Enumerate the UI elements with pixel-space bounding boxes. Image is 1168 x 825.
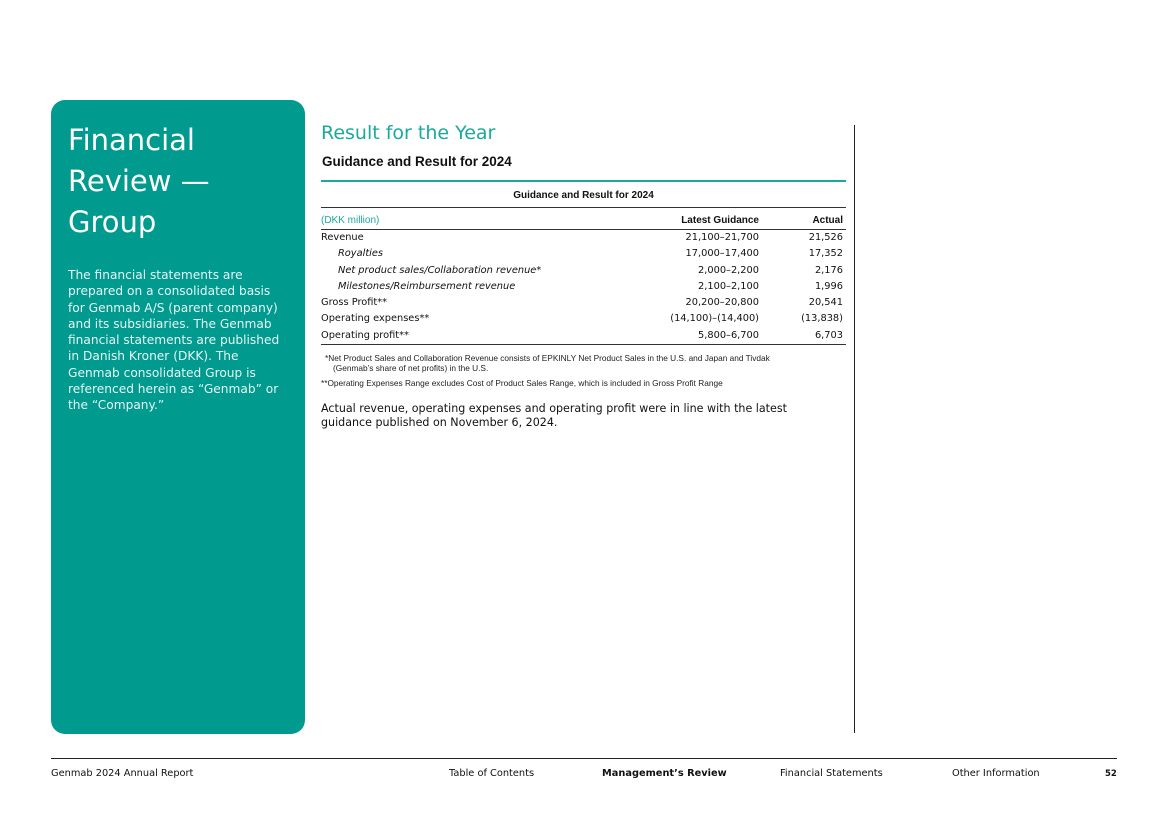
row-guidance: 2,000–2,200	[698, 264, 759, 276]
row-actual: 21,526	[808, 232, 843, 243]
row-label: Gross Profit**	[321, 297, 388, 309]
row-guidance: 5,800–6,700	[647, 328, 763, 345]
nav-link-other-information[interactable]: Other Information	[952, 768, 1040, 779]
row-actual: (13,838)	[801, 313, 843, 325]
row-label: Operating profit**	[321, 328, 647, 345]
row-guidance: 20,200–20,800	[685, 297, 759, 309]
sidebar-title	[68, 120, 287, 243]
row-actual: 1,996	[814, 280, 843, 292]
body-paragraph: Actual revenue, operating expenses and operating profit were in line with the latest guidance published on November 6, 2024.	[321, 402, 787, 429]
row-guidance: 17,000–17,400	[685, 248, 759, 260]
row-actual: 2,176	[814, 264, 843, 276]
footer-divider	[51, 758, 1117, 759]
column-header-guidance: Latest Guidance	[647, 208, 763, 230]
table-header-row	[321, 208, 846, 230]
row-label: Net product sales/Collaboration revenue*	[338, 264, 542, 276]
row-label: Operating expenses**	[321, 313, 430, 325]
footnote-1-line-1: *Net Product Sales and Collaboration Revenue consists of EPKINLY Net Product Sales in the U.S. and Japan and Tivdak	[325, 353, 770, 364]
footer	[0, 768, 1168, 782]
row-guidance: 21,100–21,700	[685, 232, 759, 243]
sidebar-panel	[51, 100, 305, 734]
guidance-table	[321, 182, 846, 345]
table-caption: Guidance and Result for 2024	[321, 182, 846, 208]
sidebar-title-line: Review —	[68, 164, 210, 198]
row-actual: 20,541	[808, 297, 843, 309]
section-title: Result for the Year	[321, 122, 496, 144]
main-content	[321, 121, 846, 429]
row-label: Royalties	[338, 248, 384, 260]
row-guidance: (14,100)–(14,400)	[670, 313, 759, 325]
row-guidance: 2,100–2,100	[698, 280, 759, 292]
row-label: Revenue	[321, 232, 364, 243]
table-row	[321, 230, 846, 247]
footnote-1-line-2: (Genmab’s share of net profits) in the U.S.	[333, 363, 489, 374]
footnote-2: **Operating Expenses Range excludes Cost of Product Sales Range, which is included in Gross Profit Range	[321, 377, 723, 388]
column-divider	[854, 125, 855, 733]
page-number: 52	[1105, 769, 1117, 779]
table-row	[321, 295, 846, 311]
column-header-unit: (DKK million)	[321, 208, 647, 230]
table-row	[321, 279, 846, 295]
table-row	[321, 263, 846, 279]
row-actual: 6,703	[762, 328, 846, 345]
sidebar-title-line: Group	[68, 205, 157, 239]
column-header-actual: Actual	[762, 208, 846, 230]
table-row	[321, 328, 846, 345]
row-actual: 17,352	[808, 248, 843, 260]
table-heading: Guidance and Result for 2024	[322, 154, 512, 169]
footnote-1	[321, 353, 846, 374]
row-label: Milestones/Reimbursement revenue	[338, 280, 516, 292]
nav-link-financial-statements[interactable]: Financial Statements	[780, 768, 883, 779]
table-footnotes	[321, 353, 846, 388]
nav-link-managements-review[interactable]: Management’s Review	[602, 768, 727, 779]
table-row	[321, 311, 846, 327]
report-name: Genmab 2024 Annual Report	[51, 768, 194, 779]
sidebar-intro-text: The financial statements are prepared on a consolidated basis for Genmab A/S (parent company) and its subsidiaries. The Genmab financial statements are published in Danish Kroner (DKK). The Genmab consolidated Group is referenced herein as “Genmab” or the “Company.”	[68, 268, 280, 413]
sidebar-title-line: Financial	[68, 123, 195, 157]
table-row	[321, 246, 846, 262]
nav-link-table-of-contents[interactable]: Table of Contents	[449, 768, 535, 779]
